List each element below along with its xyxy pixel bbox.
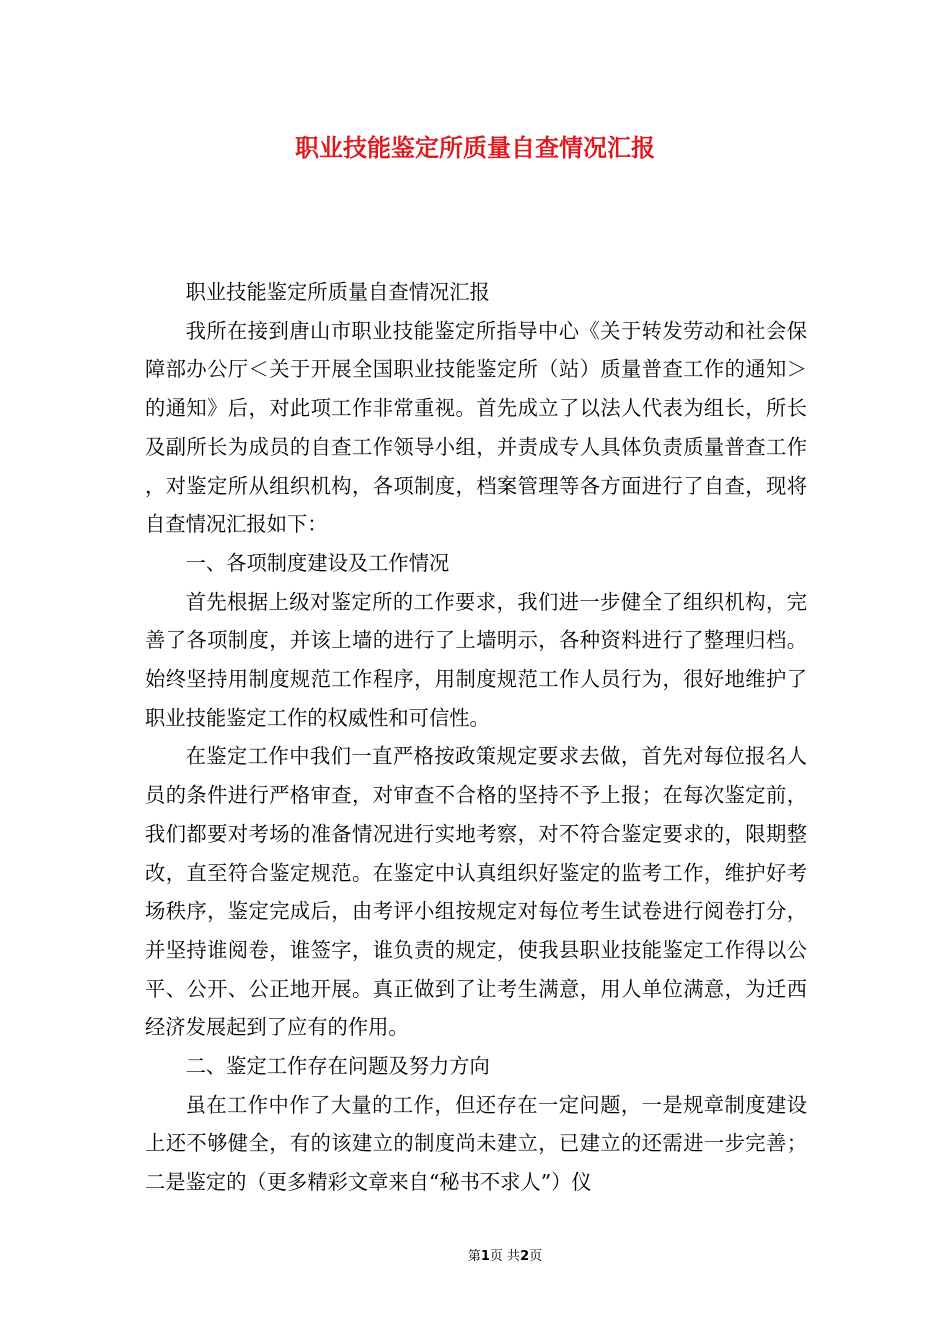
section-heading-1: 一、各项制度建设及工作情况: [185, 550, 450, 575]
paragraph-heading: 职业技能鉴定所质量自查情况汇报: [185, 280, 490, 304]
footer-total-pages: 2: [520, 1249, 530, 1264]
page-footer: [0, 1248, 950, 1266]
paragraph-section-1a: 首先根据上级对鉴定所的工作要求，我们进一步健全了组织机构，完善了各项制度，并该上墙的进行了上墙明示，各种资料进行了整理归档。始终坚持用制度规范工作程序，用制度规范工作人员行为，很好地维护了职业技能鉴定工作的权威性和可信性。: [145, 589, 807, 730]
footer-middle: 页 共: [489, 1249, 521, 1264]
paragraph-section-1b: 在鉴定工作中我们一直严格按政策规定要求去做，首先对每位报名人员的条件进行严格审查，对审查不合格的坚持不予上报；在每次鉴定前，我们都要对考场的准备情况进行实地考察，对不符合鉴定要求的，限期整改，直至符合鉴定规范。在鉴定中认真组织好鉴定的监考工作，维护好考场秩序，鉴定完成后，由考评小组按规定对每位考生试卷进行阅卷打分，并坚持谁阅卷，谁签字，谁负责的规定，使我县职业技能鉴定工作得以公平、公开、公正地开展。真正做到了让考生满意，用人单位满意，为迁西经济发展起到了应有的作用。: [145, 744, 807, 1040]
footer-prefix: 第: [467, 1249, 481, 1264]
paragraph-intro: 我所在接到唐山市职业技能鉴定所指导中心《关于转发劳动和社会保障部办公厅＜关于开展全国职业技能鉴定所（站）质量普查工作的通知＞的通知》后，对此项工作非常重视。首先成立了以法人代表为组长，所长及副所长为成员的自查工作领导小组，并责成专人具体负责质量普查工作，对鉴定所从组织机构，各项制度，档案管理等各方面进行了自查，现将自查情况汇报如下：: [145, 318, 807, 537]
footer-current-page: 1: [480, 1249, 490, 1264]
footer-suffix: 页: [529, 1249, 543, 1264]
paragraph-section-2a: 虽在工作中作了大量的工作，但还存在一定问题，一是规章制度建设上还不够健全，有的该建立的制度尚未建立，已建立的还需进一步完善；二是鉴定的（更多精彩文章来自“秘书不求人”）仪: [145, 1092, 807, 1195]
document-title: 职业技能鉴定所质量自查情况汇报: [295, 133, 655, 162]
section-heading-2: 二、鉴定工作存在问题及努力方向: [185, 1054, 490, 1079]
document-body: [145, 273, 807, 1202]
